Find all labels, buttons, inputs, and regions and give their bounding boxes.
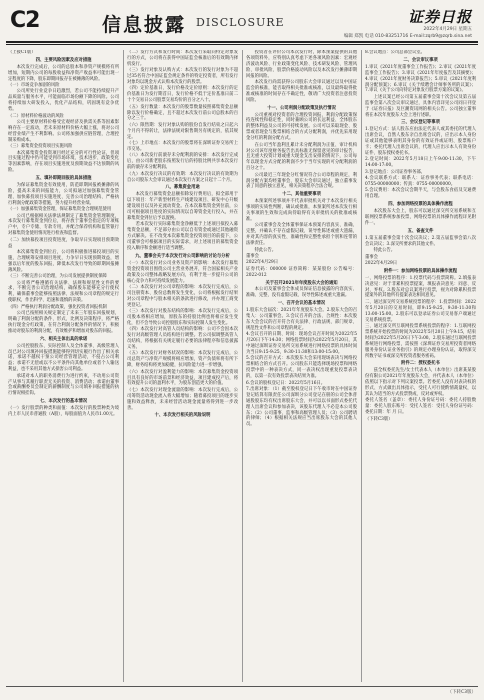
paragraph: 特此公告。 — [254, 247, 277, 253]
section-heading: 五、填补即期回报的具体措施 — [35, 176, 92, 182]
section-heading: 关于召开2021年年度股东大会的通知 — [265, 280, 338, 286]
paragraph: 1.审议《2021年度董事会工作报告》；2.审议《2021年度监事会工作报告》；3.审议《2021年年度报告及其摘要》；4.审议《2021年度财务决算报告》；5.审议《2021年度利润分配预案》；6.审议《关于续聘会计师事务所的议案》；7.审议《关于公司向特定对象发行股票方案的议案》。 — [365, 64, 476, 94]
paragraph: （八）本次发行前滚存未分配利润的安排：本次发行完成后，由公司新老股东按照发行后的持股比例共享本次发行前的滚存未分配利润。 — [127, 153, 238, 171]
paragraph: 2022年4月29日 — [365, 260, 398, 266]
paragraph: 公司已根据相关法律法规制定了募集资金管理制度，本次发行募集资金到位后，将存放于董事会指定的专项账户中，专户专储、专款专用，并配合保荐机构和监管银行对募集资金使用情况进行检查和监督。 — [8, 213, 119, 237]
section-heading: 四、参加网络投票的具体操作流程 — [388, 202, 453, 208]
paragraph: （二）加快募投项目投资进度，争取早日实现项目预期效益 — [8, 237, 119, 249]
paragraph: （二）本次发行对公司章程的影响：本次发行完成后，公司注册资本、股份总数将发生变化，公司将根据发行结果对公司章程中与股本相关的条款进行修改，并办理工商变更登记。 — [127, 284, 238, 308]
section-heading: 七、本次发行的基本情况 — [39, 399, 88, 405]
paragraph: 在公司当年盈利且累计未分配利润为正值、审计机构对公司该年度财务报告出具标准无保留意见的审计报告、且无重大投资计划或重大现金支出安排的情况下，公司每年以现金方式分配的利润不少于当年实现的可分配利润的百分之十。 — [246, 142, 357, 172]
paragraph: 7.出席对象：（1）截至股权登记日下午收市时在中国证券登记结算有限责任公司深圳分公司登记在册的公司全体普通股股东均有权出席股东大会，并可以以书面形式委托代理人出席会议和参加表决，该股东代理人不必是本公司股东；（2）公司董事、监事和高级管理人员；（3）公司聘请的律师；（4）根据相关法规应当出席股东大会的其他人员。 — [246, 386, 357, 428]
paragraph: （六）本次发行对盈利能力的影响：本次募集资金投资项目具有良好的市场前景和经济效益，项目建成投产后，将有效提升公司的盈利水平，为股东创造更大的价值。 — [127, 369, 238, 387]
paragraph: 公司董事会及全体董事保证本预案内容真实、准确、完整，并确认不存在虚假记载、误导性陈述或重大遗漏，并对其内容的真实性、准确性和完整性承担个别和连带的法律责任。 — [246, 223, 357, 247]
section-heading: 附件一：参加网络投票的具体操作流程 — [383, 268, 458, 274]
section-heading: 附件二：授权委托书 — [401, 361, 440, 367]
paragraph: 公司所处行业竞争日趋激烈，若公司不能持续提升产品质量与服务水平，可能面临市场份额下降的风险。公司将持续加大研发投入，优化产品结构，巩固现有竞争优势。 — [8, 89, 119, 113]
header-rule-thin — [6, 44, 478, 45]
paragraph: 2.登记时间：2022年5月18日上午9:00-11:30，下午14:00-17:00。 — [365, 157, 476, 169]
paragraph: （一）市场竞争加剧的风险 — [8, 83, 60, 89]
section-heading: 一、召开会议的基本情况 — [277, 301, 326, 307]
section-heading: 九、董事会关于本次发行对公司影响的讨论与分析 — [135, 253, 230, 259]
section-heading: 十、本次发行相关的风险说明 — [154, 413, 211, 419]
paragraph: （一）本次发行对公司业务及资产的影响：本次发行募集资金投资项目围绕公司主营业务展开，符合国家相关产业政策及公司整体战略发展方向，有利于进一步提升公司的核心竞争力和可持续发展能力。 — [127, 260, 238, 284]
paragraph: （上接C1版） — [8, 50, 36, 55]
section-heading: 十二、其他重要事项 — [282, 192, 321, 198]
editor-contact: 编辑 郑凯 电话 010-83251716 E-mail:zqrb9@zqrb.sina.net — [343, 34, 472, 39]
paragraph: 二、通过深交所交易系统投票的程序：1.投票时间：2022年5月20日的交易时间，即9:15-9:25，9:30-11:30和13:00-15:00。2.股东可以登录证券公司交易客户端通过交易系统投票。 — [365, 299, 476, 323]
masthead — [6, 6, 478, 40]
paragraph: 公司控股股东、实际控制人及全体董事、高级管理人员已对公司填补回报措施能够得到切实履行作出了相关承诺，承诺不越权干预公司经营管理活动，不侵占公司利益；承诺不无偿或以不公平条件向其他单位或者个人输送利益，也不采用其他方式损害公司利益。 — [8, 343, 119, 373]
paragraph: 若本次发行实际募集资金净额低于上述项目拟投入募集资金总额，不足部分由公司以自有资金或通过其他融资方式解决。在不改变本次募集资金投资项目的前提下，公司董事会可根据项目的实际需求，对上述项目的募集资金投入顺序和金额进行适当调整。 — [127, 222, 238, 251]
paragraph: 4.会议联系方式：联系人：证券事务代表；联系电话：0755-00000000；传真：0755-00000000。 — [365, 176, 476, 188]
paragraph: 本次募集资金到位后，公司将积极推进募投项目的实施，合理统筹安排项目进度，力争早日实现预期效益，增强以后年度的股东回报，降低本次发行导致的即期回报摊薄风险。 — [8, 250, 119, 273]
paragraph: （四）本次发行对高管人员结构的影响：公司不会因本次发行对高级管理人员结构进行调整。若公司拟调整高管人员结构，将根据有关规定履行必要的法律程序和信息披露义务。 — [127, 327, 238, 350]
paragraph: （三）本次发行对股东结构的影响：本次发行完成后，公司股本将相应增加，原股东的持股比例也将相应发生变化，但不会导致公司控股股东和实际控制人发生变化。 — [127, 309, 238, 326]
paragraph: 5.会议费用：本次会议会期半天，与会股东食宿及交通费用自理。 — [365, 188, 476, 200]
newspaper-logo: 证券日报 — [407, 8, 472, 26]
section-english-title: DISCLOSURE — [196, 16, 285, 29]
paragraph: 为保证募集资金有效使用，防范即期回报被摊薄的风险，提高未来的回报能力，公司拟通过加强募集资金管理、加快募投项目实施进度、完善公司治理结构、严格执行利润分配政策等措施，努力提升经营业绩。 — [8, 183, 119, 206]
continuation-note: （下转C3版） — [447, 690, 476, 695]
paragraph: 本次发行尚需获得公司股东大会审议通过以及中国证监会的核准，能否取得相关批准或核准，以及最终取得批准或核准的时间存在不确定性，敬请广大投资者注意投资风险。 — [246, 80, 357, 103]
paragraph: （七）本次发行对现金流量的影响：本次发行完成后，公司筹资活动现金流入将大幅增加；随着募投项目的逐步实施和效益释放，未来经营活动现金流量将得到进一步改善。 — [127, 387, 238, 411]
paragraph: 董事会 — [246, 253, 259, 259]
section-heading: 二、会议审议事项 — [403, 57, 438, 63]
paragraph: 三、通过深交所互联网投票系统投票的程序：1.互联网投票系统开始投票的时间为2022年5月20日上午9:15，结束时间为2022年5月20日下午3:00。2.股东通过互联网投票系统进行网络投票，需按照《深圳证券交易所投资者网络服务身份认证业务指引》的规定办理身份认证，取得深交所数字证书或深交所投资者服务密码。 — [365, 323, 476, 359]
paragraph: 特此公告。 — [373, 248, 396, 254]
section-heading: 十一、公司利润分配政策及执行情况 — [267, 105, 336, 111]
paragraph: （三）不断完善公司治理，为公司发展提供制度保障 — [8, 274, 107, 280]
paragraph: 8.会议地点：公司总部会议室。 — [365, 50, 425, 55]
paragraph: （三）发行对象及认购方式：本次发行的发行对象为不超过35名符合中国证监会规定条件的特定投资者，所有发行对象均以现金方式认购本次发行的股票。 — [127, 68, 238, 86]
paragraph: （五）发行数量：本次发行的股票数量按照募集资金总额除以发行价格确定，且不超过本次发行前公司总股本的百分之三十。 — [127, 104, 238, 122]
edition-date: 2022年4月29日 星期五 — [423, 27, 472, 32]
paragraph: 兹全权委托先生/女士代表本人（本单位）出席某某股份有限公司2021年年度股东大会，并代表本人（本单位）依照以下指示对下列议案投票。若委托人没有对表决权的形式、方式做出具体指示，受托人可行使酌情裁量权，以其认为适当的方式投票赞成、反对或弃权。 — [365, 368, 476, 397]
paragraph: （四）定价基准日、发行价格及定价原则：本次发行的定价基准日为发行期首日，发行价格不低于定价基准日前二十个交易日公司股票交易均价的百分之八十。 — [127, 86, 238, 104]
paragraph: （一）加强募集资金管理，保证募集资金合理规范使用 — [8, 207, 112, 213]
paragraph: 承诺对本人的职务消费行为进行约束，不动用公司资产从事与其履行职责无关的投资、消费活动；承诺由董事会或薪酬委员会制定的薪酬制度与公司填补回报措施的执行情况相挂钩。 — [8, 373, 119, 397]
paragraph: 2022年4月29日 — [246, 260, 279, 266]
section-heading: 八、募集资金用途 — [165, 185, 200, 191]
section-heading: 三、会议登记等事项 — [401, 120, 440, 126]
paragraph: 本次发行完成后，公司的总股本和净资产规模将有所增加，短期内公司的每股收益和净资产收益率可能出现一定程度的下降，股东即期回报存在被摊薄的风险。 — [8, 64, 119, 82]
section-heading: 六、相关主体出具的承诺 — [39, 336, 88, 342]
paragraph: 3.登记地点：公司证券事务部。 — [365, 169, 425, 175]
paragraph: （一）发行股票的种类和面值：本次发行的股票种类为境内上市人民币普通股（A股），每股面值为人民币1.00元。 — [8, 406, 119, 418]
paragraph: 1.登记方式：法人股东应由法定代表人或其委托的代理人出席会议，自然人股东亲自出席会议的，应出示本人身份证或其他能够表明其身份的有效证件或证明、股票账户卡；委托代理人出席会议的，代理人应出示本人有效身份证件、股东授权委托书。 — [365, 127, 476, 156]
paragraph: 上述议案已经公司第五届董事会第十次会议及第五届监事会第八次会议审议通过，具体内容详见公司同日刊登于《证券日报》及巨潮资讯网的相关公告。公司独立董事将在本次年度股东大会上进行述职。 — [365, 94, 476, 118]
paragraph: （二）原材料价格波动的风险 — [8, 113, 64, 119]
announcement-body — [8, 50, 476, 682]
paragraph: 公司最近三年现金分红情况符合公司章程的规定，利润分配方案均经董事会、股东大会审议通过，独立董事发表了同意的独立意见，相关决策程序合法合规。 — [246, 172, 357, 190]
paragraph: 4.会议召开的日期、时间：现场会议召开时间为2022年5月20日下午14:30；网络投票时间为2022年5月20日，其中通过深圳证券交易所交易系统进行网络投票的具体时间为当日9:15-9:25，9:30-11:30和13:00-15:00。 — [246, 332, 357, 355]
paragraph: （九）本次发行决议的有效期：本次发行决议的有效期为自公司股东大会审议通过本次发行方案之日起十二个月。 — [127, 171, 238, 183]
paragraph: （七）上市地点：本次发行的股票将在深圳证券交易所上市交易。 — [127, 141, 238, 152]
paragraph: 证券代码：000000 证券简称：某某股份 公告编号：2022-012 — [246, 266, 357, 278]
paragraph: （五）本次发行对财务状况的影响：本次发行完成后，公司总资产与净资产规模将相应增加，资产负债率将有所下降，财务结构将更加稳健，抗风险能力进一步增强。 — [127, 351, 238, 369]
paragraph: 本预案所述事项并不代表审批机关对于本次发行相关事项的实质性判断、确认或批准，本预案所述本次发行相关事项的生效和完成尚待取得有关审批机关的批准或核准。 — [246, 199, 357, 222]
paragraph: 本公司及董事会全体成员保证信息披露的内容真实、准确、完整，没有虚假记载、误导性陈述或重大遗漏。 — [246, 287, 357, 299]
paragraph: 本次股东大会上，股东可以通过深交所交易系统和互联网投票系统参加投票，网络投票的具体操作流程详见附件一。 — [365, 209, 476, 226]
header-rule-thick — [6, 41, 478, 43]
section-title: 信息披露 — [102, 14, 187, 36]
paragraph: 公司已按照相关规定制定了未来三年股东回报规划，明确了利润分配的条件、形式、比例及决策程序，将严格执行现金分红政策，在符合利润分配条件的情况下，积极推动对股东的利润分配，有效维护和增加对股东的回报。 — [8, 311, 119, 334]
paragraph: 公司将严格遵循有关法律、法规和规范性文件的要求，不断完善公司治理结构，确保股东能够充分行使权利，确保董事会能够按照法律、法规和公司章程的规定行使职权，作出科学、迅速和谨慎的决策。 — [8, 280, 119, 304]
footer-rule — [6, 686, 478, 687]
paragraph: 本次募集资金投资项目经过充分的可行性论证，但项目实施过程中仍可能受到市场环境、技术进步、政策变化等因素影响，存在项目实施进度及预期效益不达预期的风险。 — [8, 150, 119, 174]
section-heading: 四、主要风险因素及应对措施 — [35, 57, 92, 63]
paragraph: （下转C3版） — [365, 416, 393, 422]
paragraph: 董事会 — [365, 254, 378, 260]
paragraph: 本次发行募集资金总额扣除发行费用后，拟全部用于以下项目：年产新型材料生产线建设项目、研发中心升级建设项目以及补充流动资金。在本次募集资金到位前，公司可根据项目进度的实际情况以自筹资金先行投入，并在募集资金到位后予以置换。 — [127, 192, 238, 221]
paragraph: 一、网络投票的程序：1.投票代码与投票简称。2.填报表决意见：对于非累积投票提案，填报表决意见：同意、反对、弃权。3.股东对总议案进行投票，视为对除累积投票提案外的其他所有提案表达相同意见。 — [365, 275, 476, 299]
paragraph: 6.会议的股权登记日：2022年5月16日。 — [246, 380, 326, 386]
page-number: C2 — [10, 8, 40, 33]
brand-block — [304, 6, 474, 40]
paragraph: 1.股东大会届次：2021年年度股东大会。2.股东大会的召集人：公司董事会。3.会议召开的合法、合规性：本次股东大会会议的召开符合有关法律、行政法规、部门规章、规范性文件和公司章程的规定。 — [246, 308, 357, 331]
paragraph: 投资者在评价公司本次发行时，除本预案提供的其他各项资料外，应特别认真考虑下述各项风险因素：宏观经济波动风险、行业政策变化风险、技术研发风险、管理风险、审批风险、股票价格波动风险以及本次发行摊薄即期回报的风险。 — [246, 50, 357, 79]
paragraph: 公司重视对投资者的合理投资回报，利润分配政策保持连续性和稳定性，同时兼顾公司的长远利益、全体股东的整体利益及公司的可持续发展。公司可以采取现金、股票或者现金与股票相结合的方式分配利润，并优先采用现金分红的利润分配方式。 — [246, 112, 357, 142]
paragraph: 公司主要原材料价格受宏观经济及供需关系等因素影响存在一定波动，若未来原材料价格大幅上涨，将对公司经营业绩产生不利影响。公司将加强供应链管理，合理控制采购成本。 — [8, 119, 119, 143]
paragraph: （三）募集资金投资项目实施风险 — [8, 144, 73, 150]
paragraph: （四）严格执行利润分配政策，强化投资者回报机制 — [8, 304, 107, 310]
paragraph: 委托人签名（盖章）：委托人身份证号码：委托人持股数量：委托人股东账号：受托人签名：受托人身份证号码：委托日期：年 月 日。 — [365, 398, 476, 416]
paragraph: （六）限售期：发行对象认购的股份自发行结束之日起六个月内不得转让，法律法规对限售期另有规定的，依其规定。 — [127, 122, 238, 140]
paragraph: （二）发行方式和发行时间：本次发行采取向特定对象发行的方式，公司将在获得中国证监会核准后的有效期内择机发行。 — [127, 50, 238, 67]
paragraph: 5.会议的召开方式：本次股东大会采用现场表决与网络投票相结合的方式召开。公司股东只能选择现场投票和网络投票中的一种表决方式，同一表决权出现重复投票表决的，以第一次有效投票表决结果为准。 — [246, 356, 357, 380]
paragraph: 1.第五届董事会第十次会议决议；2.第五届监事会第八次会议决议；3.深交所要求的其他文件。 — [365, 235, 476, 247]
section-heading: 五、备查文件 — [407, 228, 434, 234]
